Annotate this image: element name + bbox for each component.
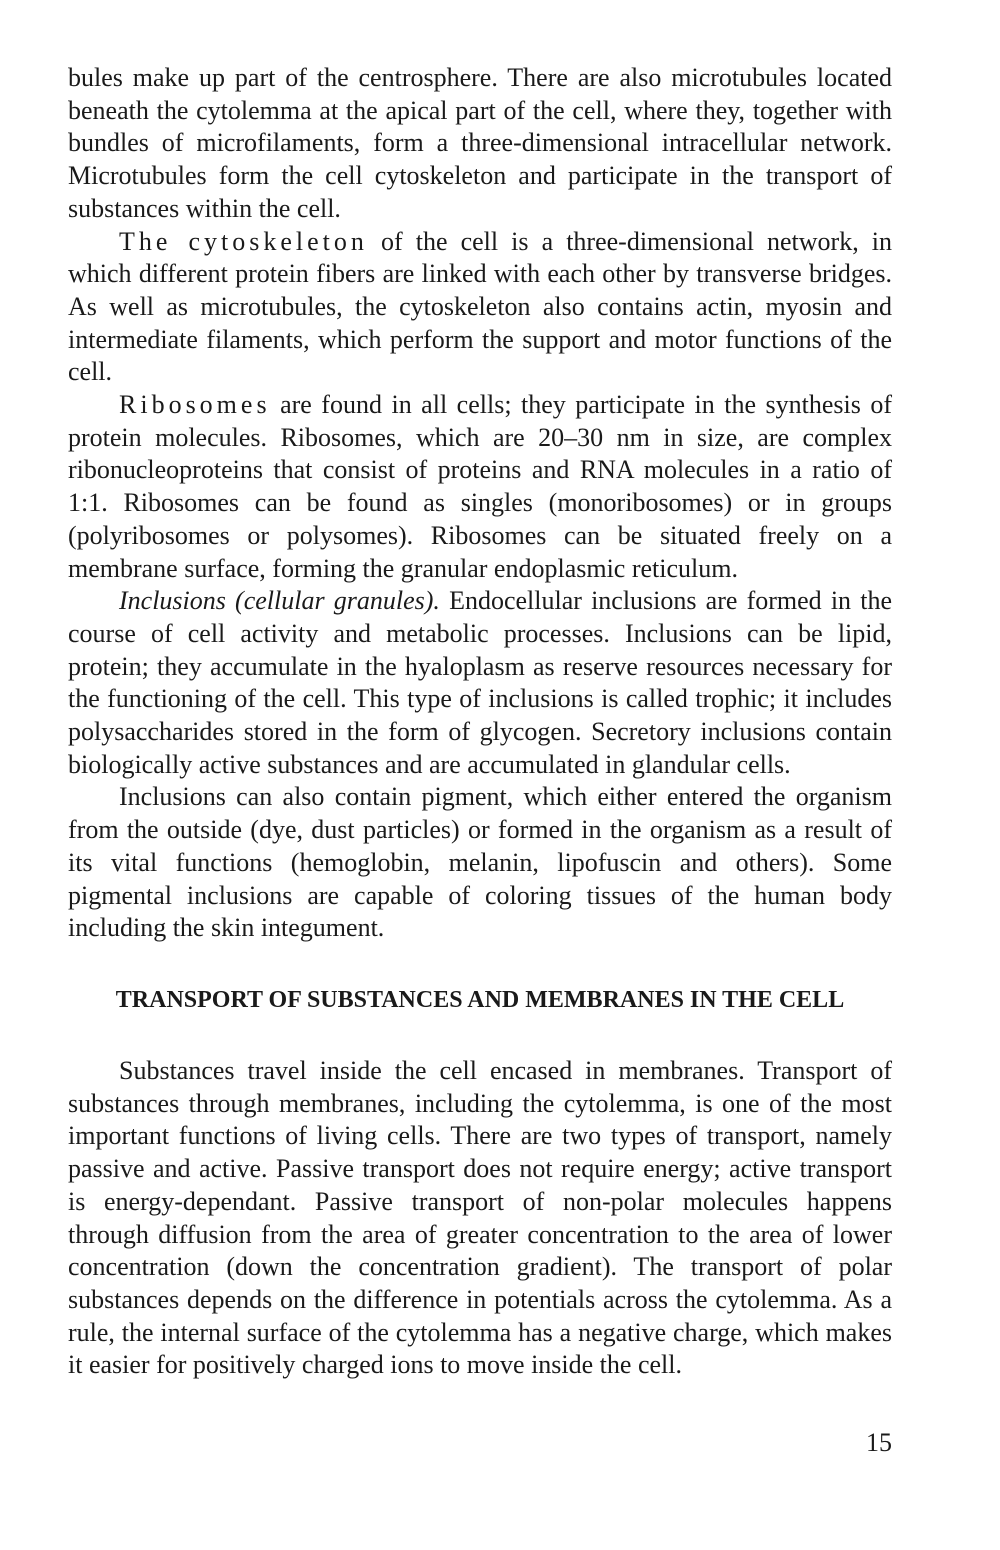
paragraph-transport	[68, 1055, 892, 1382]
paragraph-text: of the cell is a three-dimensional network, in which different protein fibers are linked with each other by transverse bridges. As well as microtubules, the cytoskeleton also contains actin, myosin and intermediate filaments, which perform the support and motor functions of the cell.	[68, 226, 892, 387]
term-ribosomes: Ribosomes	[119, 390, 271, 420]
paragraph-microtubules	[68, 62, 892, 226]
section-heading: TRANSPORT OF SUBSTANCES AND MEMBRANES IN THE CELL	[115, 986, 845, 1013]
page-number: 15	[866, 1428, 892, 1457]
page-body	[68, 62, 892, 1382]
paragraph-pigment	[68, 781, 892, 945]
paragraph-text: Inclusions can also contain pigment, which either entered the organism from the outside (dye, dust particles) or formed in the organism as a result of its vital functions (hemoglobin, melanin, lipofuscin and others). Some pigmental inclusions are capable of coloring tissues of the human body including the skin integument.	[68, 782, 892, 943]
paragraph-inclusions	[68, 585, 892, 781]
paragraph-text: bules make up part of the centrosphere. There are also microtubules located beneath the cytolemma at the apical part of the cell, where they, together with bundles of microfilaments, form a three-dimensional intracellular network. Microtubules form the cell cytoskeleton and participate in the transport of substances within the cell.	[68, 63, 892, 223]
term-inclusions: Inclusions (cellular granules).	[119, 586, 440, 616]
paragraph-cytoskeleton	[68, 226, 892, 390]
term-cytoskeleton: The cytoskeleton	[119, 226, 368, 256]
paragraph-text: Endocellular inclusions are formed in the course of cell activity and metabolic processes. Inclusions can be lipid, protein; they accumulate in the hyaloplasm as reserve resources necessary for the functioning of the cell. This type of inclusions is called trophic; it includes polysaccharides stored in the form of glycogen. Secretory inclusions contain biologically active substances and are accumulated in glandular cells.	[68, 586, 892, 779]
paragraph-ribosomes	[68, 389, 892, 585]
paragraph-text: Substances travel inside the cell encased in membranes. Transport of substances through membranes, including the cytolemma, is one of the most important functions of living cells. There are two types of transport, namely passive and active. Passive transport does not require energy; active transport is energy-dependant. Passive transport of non-polar molecules happens through diffusion from the area of greater concentration to the area of lower concentration (down the concentration gradient). The transport of polar substances depends on the difference in potentials across the cytolemma. As a rule, the internal surface of the cytolemma has a negative charge, which makes it easier for positively charged ions to move inside the cell.	[68, 1055, 892, 1380]
paragraph-text: are found in all cells; they participate in the synthesis of protein molecules. Ribosomes, which are 20–30 nm in size, are complex ribonucleoproteins that consist of proteins and RNA molecules in a ratio of 1:1. Ribosomes can be found as singles (monoribosomes) or in groups (polyribosomes or polysomes). Ribosomes can be situated freely on a membrane surface, forming the granular endoplasmic reticulum.	[68, 390, 892, 583]
